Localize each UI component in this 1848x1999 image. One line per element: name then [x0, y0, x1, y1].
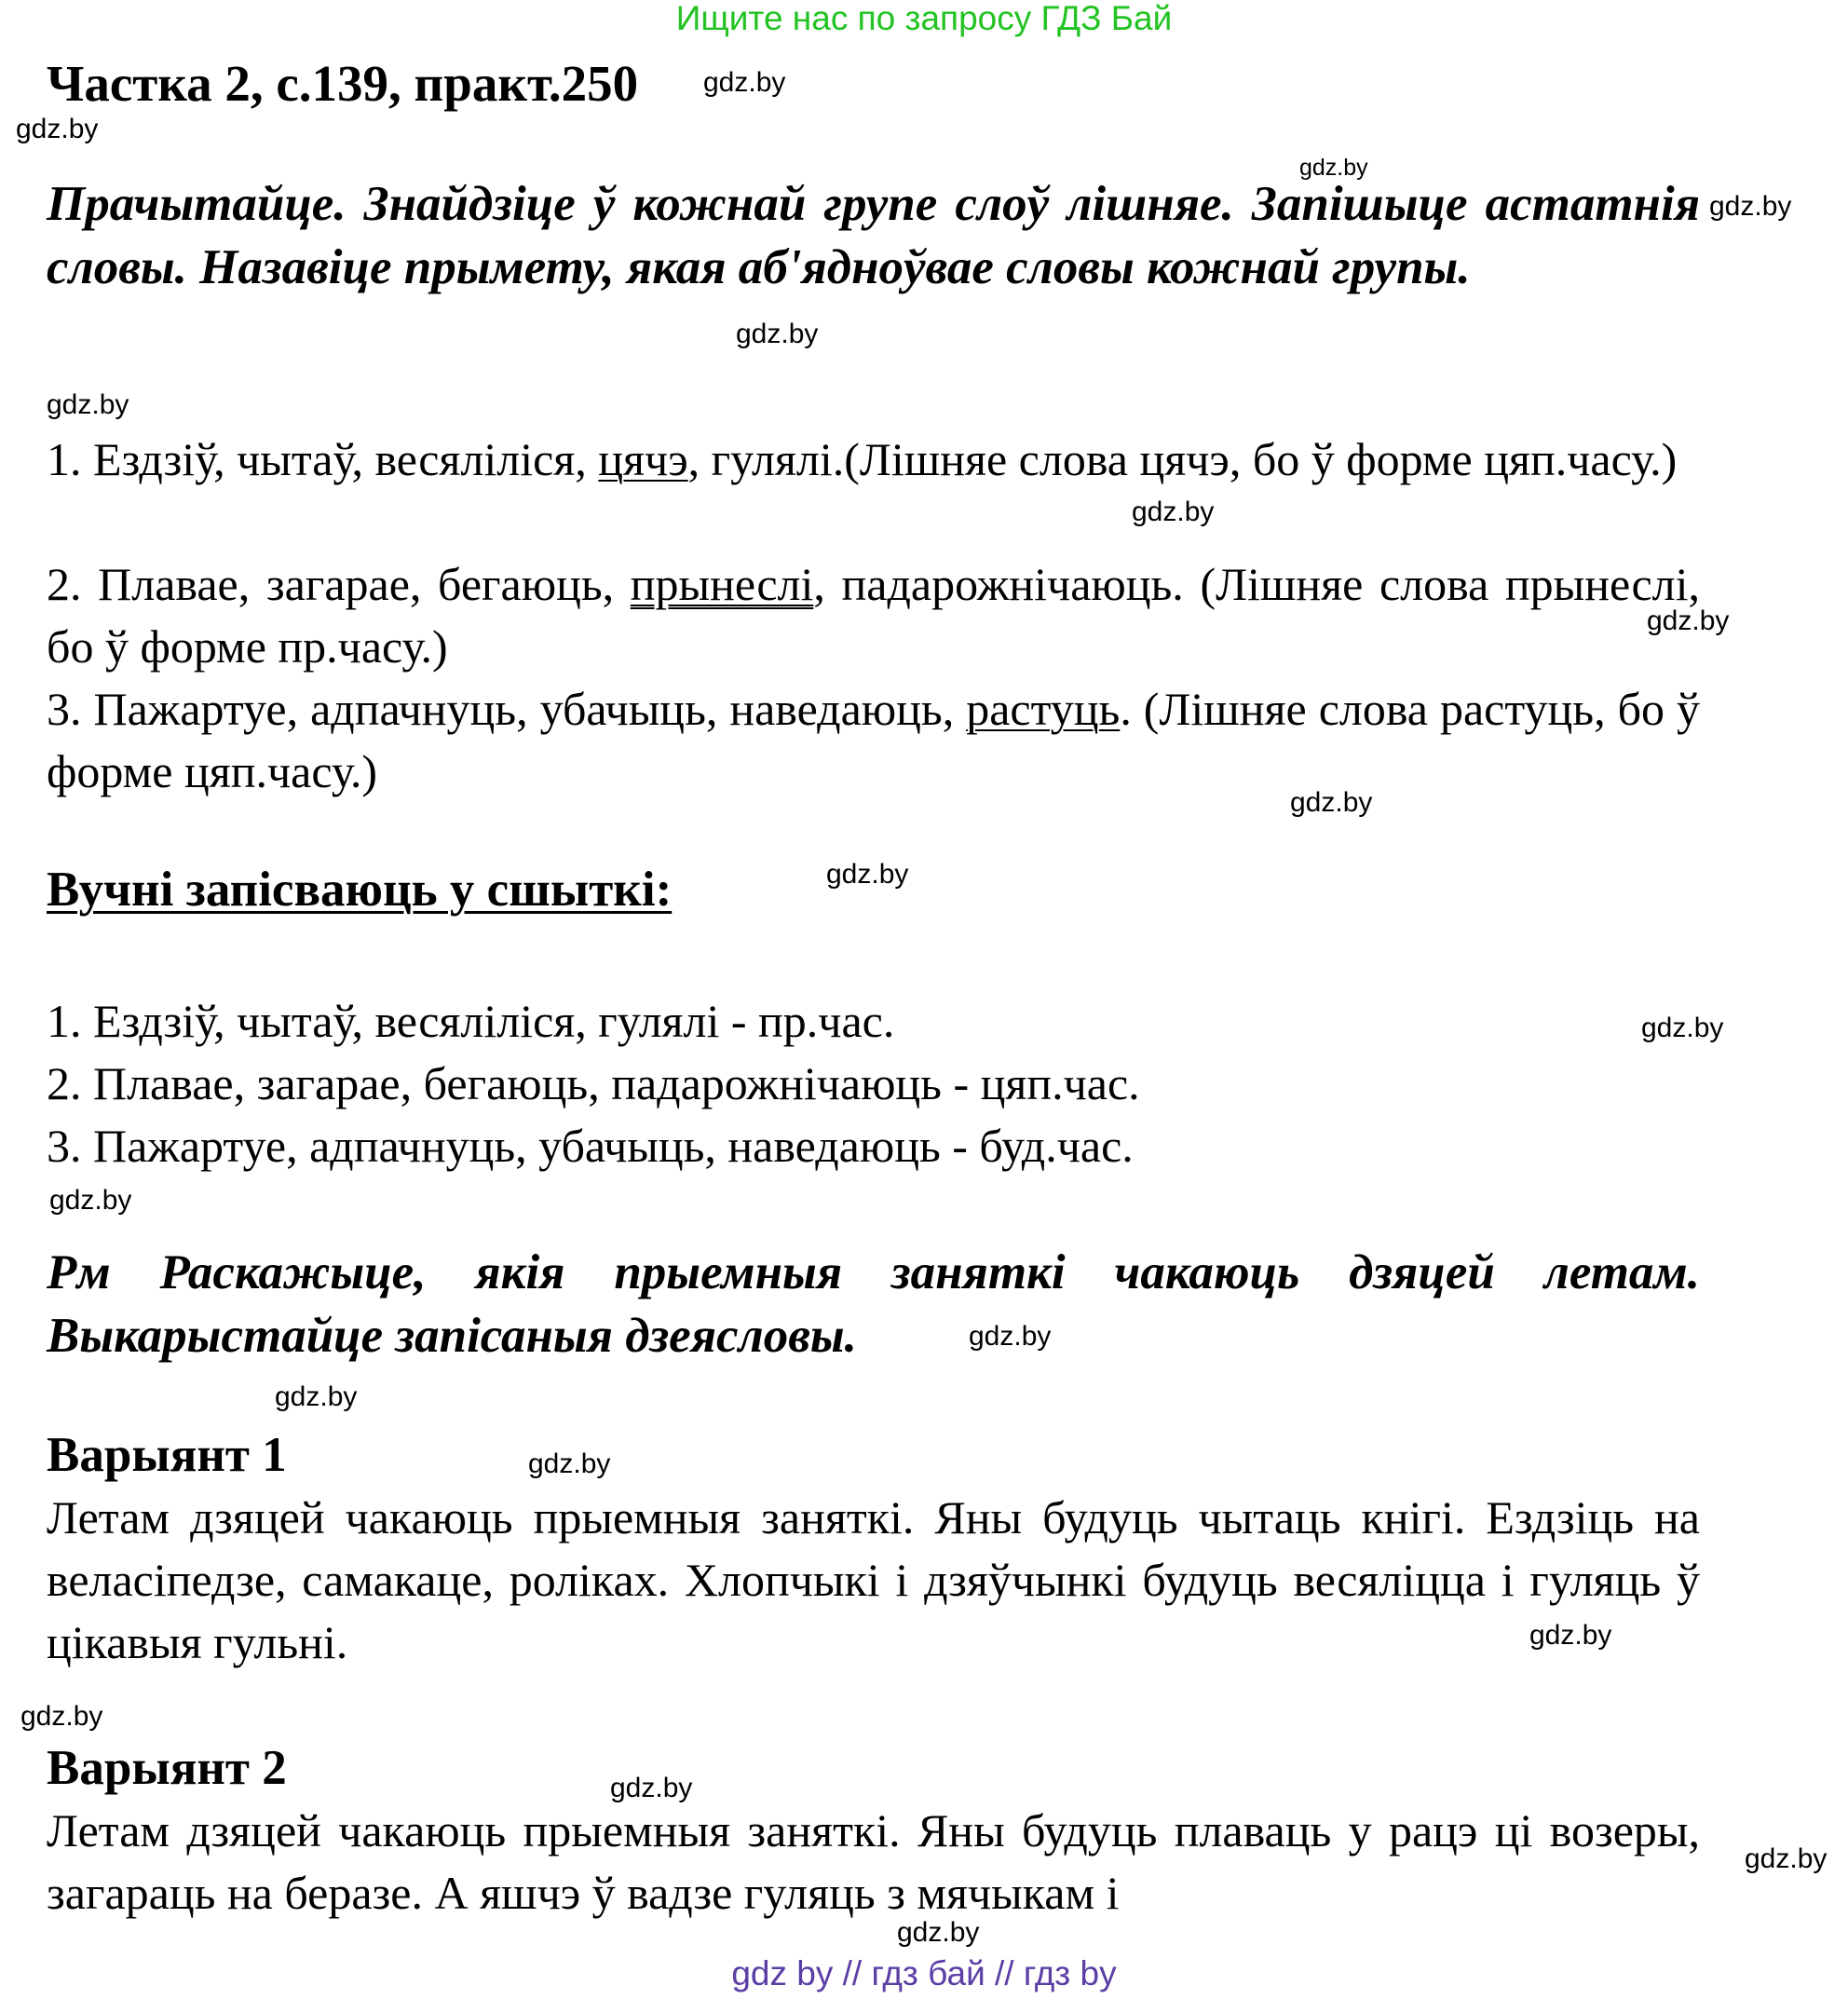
group-2: [47, 553, 1700, 678]
group-2-start: 2. Плавае, загарае, бегаюць,: [47, 558, 631, 610]
watermark: gdz.by: [736, 319, 819, 349]
watermark: gdz.by: [1745, 1843, 1828, 1874]
task-instructions: Прачытайце. Знайдзіце ў кожнай групе слоў лішняе. Запішыце астатнія словы. Назавіце прымету, якая аб'ядноўвае словы кожнай групы.: [47, 177, 1700, 294]
watermark: gdz.by: [897, 1917, 980, 1948]
watermark: gdz.by: [826, 859, 909, 890]
watermark: gdz.by: [16, 114, 99, 144]
top-banner: Ищите нас по запросу ГДЗ Бай: [675, 0, 1173, 37]
page-title: Частка 2, с.139, практ.250: [47, 55, 639, 112]
group-1: [47, 428, 1700, 491]
group-1-odd-word: цячэ: [598, 433, 688, 485]
watermark: gdz.by: [49, 1185, 132, 1216]
watermark: gdz.by: [1647, 605, 1730, 636]
group-2-end: , падарожнічаюць. (Лішняе слова прынеслі, бо ў форме пр.часу.): [47, 558, 1700, 673]
group-3-end: . (Лішняе слова растуць, бо ў форме цяп.часу.): [47, 683, 1701, 797]
watermark: gdz.by: [528, 1448, 611, 1479]
variant-1-title: Варыянт 1: [47, 1428, 287, 1482]
watermark: gdz.by: [47, 389, 129, 420]
watermark: gdz.by: [610, 1773, 693, 1803]
watermark: gdz.by: [275, 1381, 358, 1412]
watermark: gdz.by: [1132, 496, 1215, 527]
notebook-line-2: 2. Плавае, загарае, бегаюць, падарожнічаюць - цяп.час.: [47, 1057, 1140, 1109]
footer-links: gdz by // гдз бай // гдз by: [731, 1954, 1117, 1992]
watermark: gdz.by: [20, 1701, 103, 1732]
watermark: gdz.by: [703, 67, 786, 98]
group-1-start: 1. Ездзіў, чытаў, весяліліся,: [47, 433, 599, 485]
watermark: gdz.by: [1641, 1013, 1724, 1043]
group-3-start: 3. Пажартуе, адпачнуць, убачыць, наведаюць,: [47, 683, 967, 735]
group-2-odd-word: прынеслі: [630, 558, 814, 610]
watermark: gdz.by: [1290, 787, 1373, 818]
group-1-end: , гулялі.(Лішняе слова цячэ, бо ў форме цяп.часу.): [687, 433, 1678, 485]
watermark: gdz.by: [1709, 191, 1792, 222]
speech-task: Рм Раскажыце, якія прыемныя заняткі чакаюць дзяцей летам. Выкарыстайце запісаныя дзеясловы.: [47, 1245, 1700, 1363]
variant-1-text: Летам дзяцей чакаюць прыемныя заняткі. Яны будуць чытаць кнігі. Ездзіць на веласіпедзе, самакаце, роліках. Хлопчыкі і дзяўчынкі будуць весяліцца і гуляць ў цікавыя гульні.: [47, 1491, 1700, 1668]
watermark: gdz.by: [969, 1321, 1052, 1352]
variant-2-title: Варыянт 2: [47, 1741, 287, 1795]
notebook-line-1: 1. Ездзіў, чытаў, весяліліся, гулялі - пр.час.: [47, 995, 895, 1047]
watermark: gdz.by: [1529, 1620, 1612, 1651]
group-3-odd-word: растуць: [966, 683, 1121, 735]
group-3: [47, 678, 1700, 803]
variant-2-text: Летам дзяцей чакаюць прыемныя заняткі. Яны будуць плаваць у рацэ ці возеры, загараць на беразе. А яшчэ ў вадзе гуляць з мячыкам і: [47, 1804, 1700, 1919]
notebook-heading: Вучні запісваюць у сшыткі:: [47, 863, 673, 917]
watermark: gdz.by: [1299, 155, 1368, 181]
notebook-line-3: 3. Пажартуе, адпачнуць, убачыць, наведаюць - буд.час.: [47, 1120, 1134, 1172]
